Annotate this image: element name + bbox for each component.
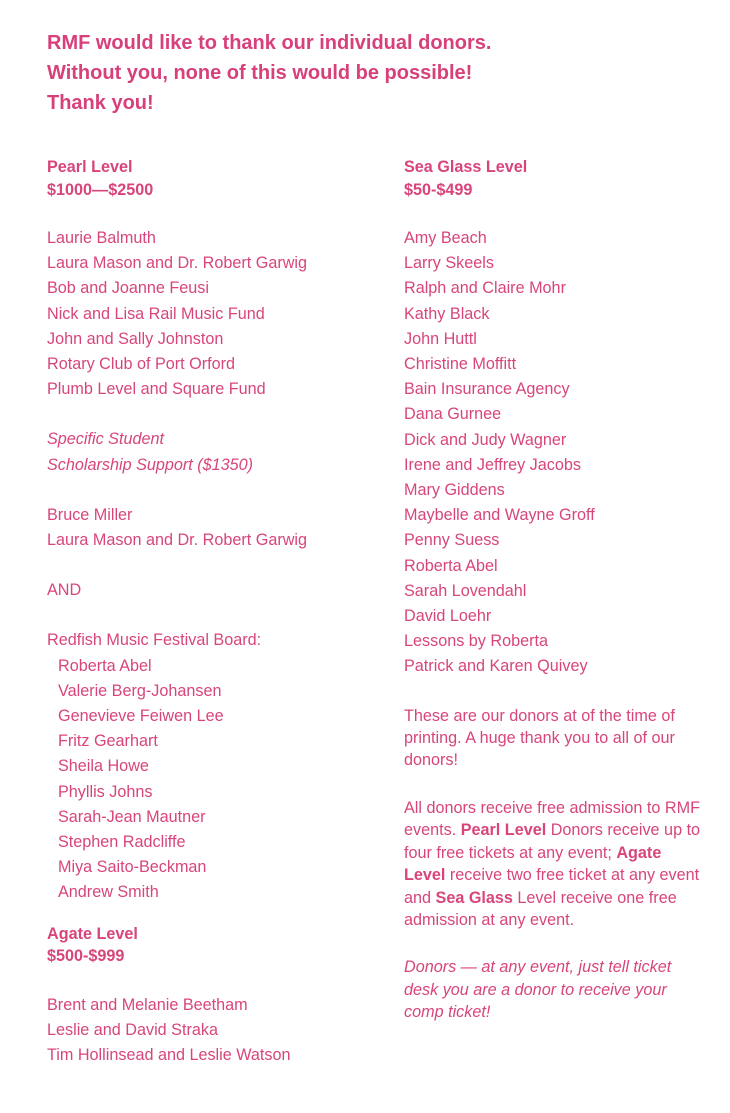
- list-item: Brent and Melanie Beetham: [47, 995, 248, 1014]
- list-item: Roberta Abel: [58, 656, 152, 675]
- list-item: John and Sally Johnston: [47, 329, 224, 348]
- list-item: Laurie Balmuth: [47, 229, 156, 247]
- sea-glass-level-range: $50-$499: [404, 180, 473, 199]
- list-item: Lessons by Roberta: [404, 632, 548, 651]
- and-label: AND: [47, 581, 82, 600]
- list-item: Sarah Lovendahl: [404, 581, 527, 600]
- list-item: Rotary Club of Port Orford: [47, 355, 236, 374]
- list-item: Bruce Miller: [47, 505, 133, 524]
- list-item: Amy Beach: [404, 229, 487, 247]
- list-item: Patrick and Karen Quivey: [404, 657, 588, 676]
- list-item: Dick and Judy Wagner: [404, 430, 567, 449]
- agate-level-range: $500-$999: [47, 947, 125, 966]
- benefits-pearl-level: Pearl Level: [460, 821, 547, 840]
- list-item: Christine Moffitt: [404, 355, 517, 374]
- list-item: Sarah-Jean Mautner: [58, 807, 206, 826]
- agate-donor-list: [47, 993, 387, 1069]
- list-item: Tim Hollinsead and Leslie Watson: [47, 1046, 291, 1065]
- list-item: Miya Saito-Beckman: [58, 858, 207, 877]
- benefits-agate-level: Agate Level: [404, 843, 662, 885]
- heading-line-2: Without you, none of this would be possible!: [47, 62, 473, 84]
- sea-glass-level-title: Sea Glass Level: [404, 158, 528, 176]
- agate-level-section: [47, 923, 387, 1069]
- printing-note: These are our donors at of the time of printing. A huge thank you to all of our donors!: [404, 706, 675, 770]
- list-item: Maybelle and Wayne Groff: [404, 506, 595, 525]
- board-member-list: [47, 654, 387, 906]
- right-column: [404, 156, 704, 1024]
- benefits-text-3: receive two free ticket at any event and: [404, 866, 700, 907]
- list-item: Bain Insurance Agency: [404, 380, 570, 399]
- scholarship-support-title: Scholarship Support ($1350): [47, 455, 254, 474]
- heading-line-3: Thank you!: [47, 92, 154, 114]
- list-item: David Loehr: [404, 607, 492, 626]
- heading-line-1: RMF would like to thank our individual donors.: [47, 32, 492, 54]
- board-title: Redfish Music Festival Board:: [47, 631, 262, 650]
- thank-you-heading: [47, 28, 687, 118]
- list-item: Penny Suess: [404, 531, 500, 550]
- list-item: Phyllis Johns: [58, 782, 153, 801]
- comp-ticket-note: Donors — at any event, just tell ticket desk you are a donor to receive your comp ticket!: [404, 958, 672, 1022]
- list-item: Valerie Berg-Johansen: [58, 681, 222, 700]
- list-item: Plumb Level and Square Fund: [47, 380, 266, 399]
- specific-student-title: Specific Student: [47, 430, 164, 449]
- benefits-text-4: Level receive one free admission at any event.: [404, 888, 677, 929]
- list-item: Larry Skeels: [404, 254, 494, 273]
- list-item: Sheila Howe: [58, 757, 149, 776]
- pearl-level-range: $1000—$2500: [47, 180, 154, 199]
- list-item: Andrew Smith: [58, 883, 159, 902]
- agate-level-title: Agate Level: [47, 924, 138, 943]
- list-item: Mary Giddens: [404, 481, 505, 500]
- benefits-sea-glass-level: Sea Glass: [435, 888, 513, 907]
- pearl-donor-list: [47, 226, 387, 402]
- sea-glass-level-section: [404, 156, 704, 680]
- list-item: Laura Mason and Dr. Robert Garwig: [47, 254, 308, 273]
- list-item: Kathy Black: [404, 304, 490, 323]
- list-item: Roberta Abel: [404, 556, 498, 575]
- specific-donor-list: [47, 503, 387, 553]
- list-item: Leslie and David Straka: [47, 1020, 218, 1039]
- benefits-note: [404, 797, 704, 931]
- list-item: Bob and Joanne Feusi: [47, 279, 209, 298]
- pearl-level-section: [47, 156, 387, 906]
- list-item: Laura Mason and Dr. Robert Garwig: [47, 531, 308, 550]
- list-item: Ralph and Claire Mohr: [404, 279, 566, 298]
- list-item: Dana Gurnee: [404, 405, 502, 424]
- list-item: John Huttl: [404, 329, 477, 348]
- benefits-text-2: Donors receive up to four free tickets at any event;: [404, 821, 701, 862]
- list-item: Genevieve Feiwen Lee: [58, 707, 224, 726]
- list-item: Fritz Gearhart: [58, 732, 158, 751]
- sea-glass-donor-list: [404, 226, 704, 680]
- list-item: Stephen Radcliffe: [58, 833, 186, 852]
- benefits-text-1: All donors receive free admission to RMF events.: [404, 798, 700, 840]
- left-column: [47, 156, 387, 1068]
- list-item: Irene and Jeffrey Jacobs: [404, 455, 581, 474]
- list-item: Nick and Lisa Rail Music Fund: [47, 304, 265, 323]
- pearl-level-title: Pearl Level: [47, 158, 133, 176]
